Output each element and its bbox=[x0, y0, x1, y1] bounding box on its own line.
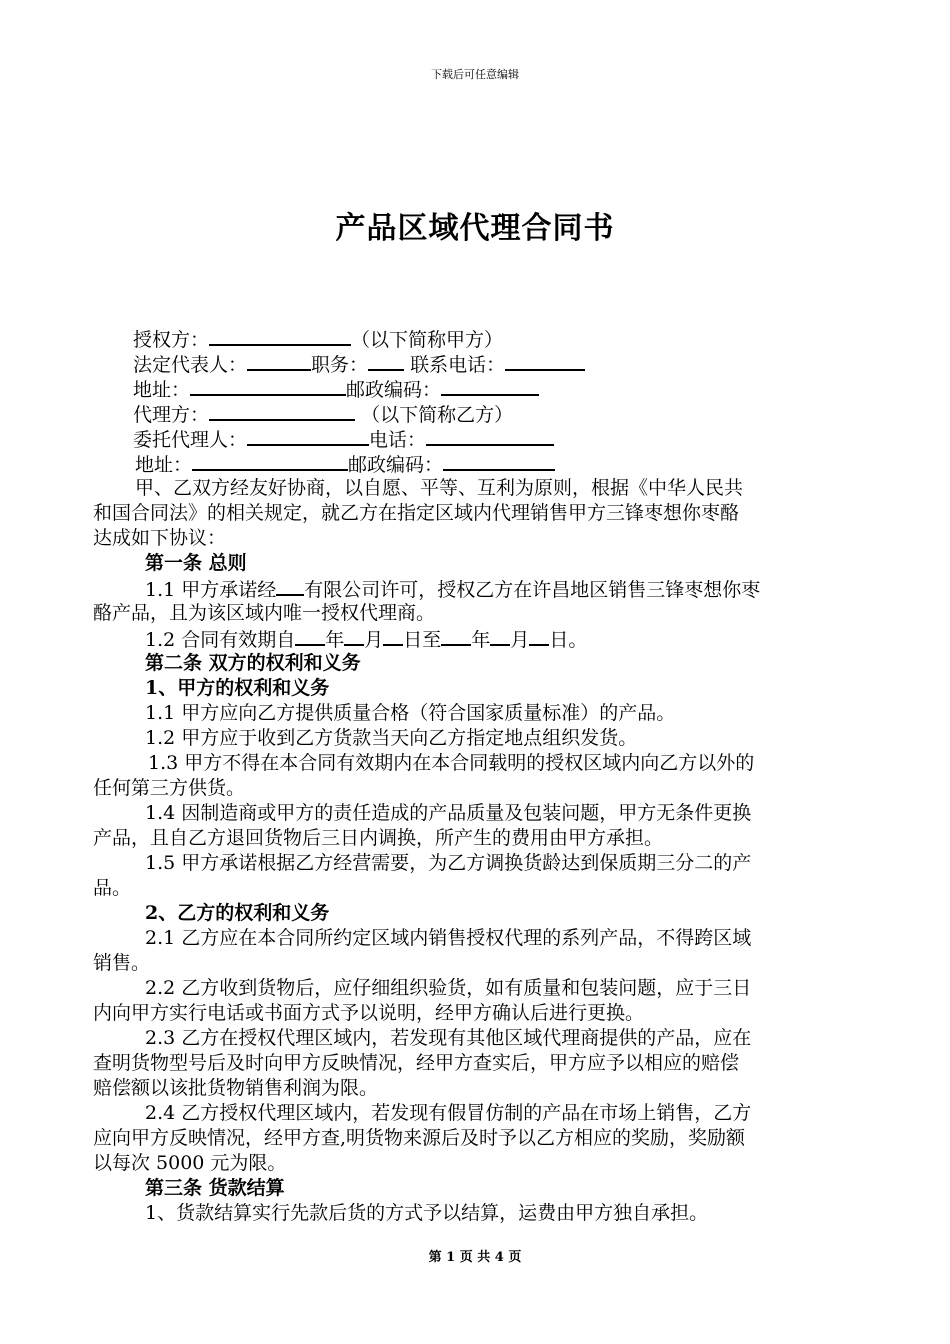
article-2-heading: 第二条 双方的权利和义务 bbox=[145, 652, 361, 674]
postcode-blank bbox=[441, 376, 539, 396]
article-3-heading: 第三条 货款结算 bbox=[145, 1177, 285, 1199]
clause-3-1: 1、货款结算实行先款后货的方式予以结算，运费由甲方独自承担。 bbox=[145, 1202, 709, 1224]
legal-rep-blank bbox=[247, 351, 311, 371]
year-label: 年 bbox=[325, 629, 345, 651]
legal-rep-label: 法定代表人： bbox=[133, 354, 248, 376]
agent-blank bbox=[209, 401, 355, 421]
agent-note: （以下简称乙方） bbox=[361, 404, 514, 426]
postcode-blank bbox=[443, 451, 555, 471]
agent-label: 代理方： bbox=[133, 404, 210, 426]
agent-line bbox=[133, 401, 513, 428]
month-label: 月 bbox=[510, 629, 530, 651]
agent-address-line bbox=[135, 451, 555, 478]
clause-1-1-text: 1.1 甲方承诺经 bbox=[145, 579, 277, 601]
phone-blank bbox=[505, 351, 585, 371]
clause-a-1-5-line-2: 品。 bbox=[93, 877, 132, 899]
contract-title: 产品区域代理合同书 bbox=[335, 211, 615, 246]
clause-b-2-4: 2.4 乙方授权代理区域内，若发现有假冒仿制的产品在市场上销售，乙方 bbox=[145, 1102, 752, 1124]
article-1-heading: 第一条 总则 bbox=[145, 552, 247, 574]
clause-b-2-1: 2.1 乙方应在本合同所约定区域内销售授权代理的系列产品，不得跨区域 bbox=[145, 927, 752, 949]
end-month-blank bbox=[490, 626, 510, 646]
address-blank bbox=[190, 376, 346, 396]
position-label: 职务： bbox=[311, 354, 369, 376]
clause-b-2-4-line-2: 应向甲方反映情况，经甲方查,明货物来源后及时予以乙方相应的奖励，奖励额 bbox=[93, 1127, 746, 1149]
clause-b-2-3: 2.3 乙方在授权代理区域内，若发现有其他区域代理商提供的产品，应在 bbox=[145, 1027, 752, 1049]
clause-a-1-5: 1.5 甲方承诺根据乙方经营需要，为乙方调换货龄达到保质期三分二的产 bbox=[145, 852, 752, 874]
grantor-address-line bbox=[133, 376, 539, 403]
start-year-blank bbox=[295, 626, 325, 646]
postcode-label: 邮政编码： bbox=[348, 454, 444, 476]
grantor-label: 授权方： bbox=[133, 329, 210, 351]
grantor-blank bbox=[209, 326, 351, 346]
clause-a-1-4-line-2: 产品，且自乙方退回货物后三日内调换，所产生的费用由甲方承担。 bbox=[93, 827, 664, 849]
tel-blank bbox=[426, 426, 554, 446]
day-end-label: 日。 bbox=[549, 629, 588, 651]
clause-a-1-3-line-2: 任何第三方供货。 bbox=[93, 777, 246, 799]
end-day-blank bbox=[529, 626, 549, 646]
clause-1-1 bbox=[145, 576, 760, 603]
proxy-blank bbox=[247, 426, 369, 446]
clause-b-2-1-line-2: 销售。 bbox=[93, 952, 151, 974]
clause-a-1-3: 1.3 甲方不得在本合同有效期内在本合同载明的授权区域内向乙方以外的 bbox=[148, 752, 755, 774]
section-party-b-heading: 2、乙方的权利和义务 bbox=[145, 902, 330, 924]
intro-line-2: 和国合同法》的相关规定，就乙方在指定区域内代理销售甲方三锋枣想你枣酪 bbox=[93, 502, 740, 524]
intro-line-3: 达成如下协议： bbox=[93, 527, 227, 549]
grantor-note: （以下简称甲方） bbox=[351, 329, 504, 351]
clause-1-2-text: 1.2 合同有效期自 bbox=[145, 629, 296, 651]
phone-label: 联系电话： bbox=[410, 354, 506, 376]
section-party-a-heading: 1、甲方的权利和义务 bbox=[145, 677, 330, 699]
tel-label: 电话： bbox=[369, 429, 427, 451]
day-to-label: 日至 bbox=[403, 629, 442, 651]
company-blank bbox=[276, 576, 304, 596]
position-blank bbox=[368, 351, 404, 371]
page-header: 下载后可任意编辑 bbox=[431, 68, 519, 81]
clause-1-1-text-2: 有限公司许可，授权乙方在许昌地区销售三锋枣想你枣 bbox=[304, 579, 761, 601]
clause-1-2 bbox=[145, 626, 587, 653]
year-label: 年 bbox=[471, 629, 491, 651]
clause-a-1-1: 1.1 甲方应向乙方提供质量合格（符合国家质量标准）的产品。 bbox=[145, 702, 676, 724]
clause-b-2-3-line-3: 赔偿额以该批货物销售利润为限。 bbox=[93, 1077, 379, 1099]
grantor-line bbox=[133, 326, 503, 353]
page-number: 第 1 页 共 4 页 bbox=[428, 1250, 522, 1265]
address-label: 地址： bbox=[133, 379, 191, 401]
intro-line-1: 甲、乙双方经友好协商，以自愿、平等、互利为原则，根据《中华人民共 bbox=[135, 477, 744, 499]
start-month-blank bbox=[344, 626, 364, 646]
start-day-blank bbox=[383, 626, 403, 646]
address-blank bbox=[192, 451, 348, 471]
legal-rep-line bbox=[133, 351, 585, 378]
clause-a-1-4: 1.4 因制造商或甲方的责任造成的产品质量及包装问题，甲方无条件更换 bbox=[145, 802, 752, 824]
proxy-label: 委托代理人： bbox=[133, 429, 248, 451]
clause-1-1-line-2: 酪产品，且为该区域内唯一授权代理商。 bbox=[93, 602, 436, 624]
clause-b-2-2: 2.2 乙方收到货物后，应仔细组织验货，如有质量和包装问题，应于三日 bbox=[145, 977, 752, 999]
end-year-blank bbox=[441, 626, 471, 646]
month-label: 月 bbox=[364, 629, 384, 651]
clause-b-2-2-line-2: 内向甲方实行电话或书面方式予以说明，经甲方确认后进行更换。 bbox=[93, 1002, 645, 1024]
postcode-label: 邮政编码： bbox=[346, 379, 442, 401]
clause-b-2-3-line-2: 查明货物型号后及时向甲方反映情况，经甲方查实后，甲方应予以相应的赔偿 bbox=[93, 1052, 740, 1074]
proxy-line bbox=[133, 426, 554, 453]
clause-b-2-4-line-3: 以每次 5000 元为限。 bbox=[93, 1152, 287, 1174]
address-label: 地址： bbox=[135, 454, 193, 476]
clause-a-1-2: 1.2 甲方应于收到乙方货款当天向乙方指定地点组织发货。 bbox=[145, 727, 638, 749]
